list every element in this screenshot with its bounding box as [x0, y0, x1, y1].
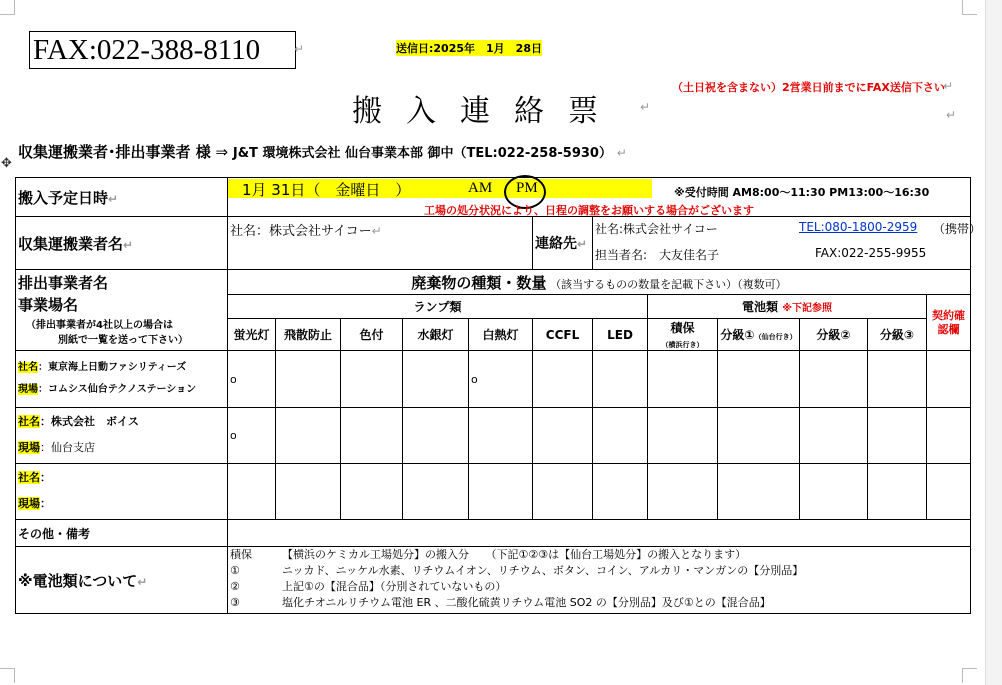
emitter-note-1: （排出事業者が4社以上の場合は: [26, 320, 173, 331]
site-label: 現場: [18, 441, 40, 454]
quantity-cell[interactable]: [718, 464, 800, 520]
paragraph-mark: ↵: [946, 108, 957, 122]
page-corner-mark: [0, 0, 15, 15]
emitter-company: ：東京海上日動ファシリティーズ: [38, 362, 187, 373]
addressee-line: 収集運搬業者･排出事業者 様 ⇒ J&T 環境株式会社 仙台事業本部 御中（TEL:022-258-5930） ↵: [18, 143, 627, 161]
quantity-cell[interactable]: [403, 464, 469, 520]
table-row: [16, 351, 971, 408]
quantity-cell[interactable]: [593, 464, 648, 520]
emitter-company: ：: [40, 471, 51, 484]
addressee-prefix: 収集運搬業者･排出事業者 様: [18, 143, 211, 161]
addressee-company: J&T 環境株式会社 仙台事業本部 御中（TEL:022-258-5930）: [232, 146, 612, 161]
quantity-cell[interactable]: [228, 464, 276, 520]
quantity-cell[interactable]: [469, 464, 533, 520]
site-label: 現場: [18, 384, 38, 395]
sent-date: 送信日:2025年 1月 28日: [396, 42, 542, 55]
table-move-handle-icon[interactable]: ✥: [1, 156, 12, 171]
tel-note: （携帯）: [933, 222, 982, 236]
quantity-cell[interactable]: [927, 408, 971, 464]
battery-info-line: 塩化チオニルリチウム電池 ER 、二酸化硫黄リチウム電池 SO2 の【分別品】及び①との【混合品】: [282, 596, 771, 609]
contact-fax: FAX:022-255-9955: [815, 246, 927, 260]
battery-col-header: 積保（横浜行き）: [648, 319, 718, 351]
contract-check-cell: [927, 295, 971, 351]
quantity-cell[interactable]: o: [228, 351, 276, 408]
emitter-label-cell: [16, 270, 228, 351]
emitter-cell[interactable]: [16, 464, 228, 520]
deadline-notice: （土日祝を含まない）2営業日前までにFAX送信下さい: [672, 81, 945, 94]
quantity-cell[interactable]: [469, 408, 533, 464]
waste-header: 廃棄物の種類・数量: [411, 273, 547, 292]
battery-category-label: 電池類: [742, 300, 779, 314]
quantity-cell[interactable]: [593, 408, 648, 464]
quantity-cell[interactable]: [800, 408, 868, 464]
emitter-site: ：コムシス仙台テクノステーション: [38, 384, 197, 395]
paragraph-mark: ↵: [640, 100, 651, 114]
quantity-cell[interactable]: [403, 351, 469, 408]
battery-info-label: ※電池類について: [18, 571, 138, 590]
lamp-category-cell: [228, 295, 648, 319]
lamp-col-header: 白熱灯: [469, 319, 533, 351]
quantity-cell[interactable]: [800, 351, 868, 408]
quantity-cell[interactable]: [868, 408, 927, 464]
battery-col-header: 分級③: [868, 319, 927, 351]
quantity-cell[interactable]: [648, 351, 718, 408]
quantity-cell[interactable]: [533, 408, 593, 464]
carrier-company: 社名：株式会社サイコー: [230, 224, 372, 239]
battery-category-cell: [648, 295, 927, 319]
lamp-col-header: CCFL: [533, 319, 593, 351]
quantity-cell[interactable]: [927, 351, 971, 408]
scrollbar[interactable]: [985, 0, 1002, 685]
emitter-cell[interactable]: [16, 351, 228, 408]
schedule-value-cell[interactable]: [228, 178, 971, 217]
contact-tel-link[interactable]: TEL:080-1800-2959: [799, 220, 918, 234]
am-option[interactable]: AM: [468, 180, 493, 196]
schedule-label: 搬入予定日時: [18, 188, 109, 207]
arrow-icon: ⇒: [215, 143, 229, 161]
pm-option[interactable]: PM: [516, 180, 538, 196]
battery-info-line: 上記①の【混合品】（分別されていないもの）: [282, 580, 507, 593]
battery-col-header: 分級②: [800, 319, 868, 351]
quantity-cell[interactable]: [718, 351, 800, 408]
lamp-col-header: LED: [593, 319, 648, 351]
quantity-cell[interactable]: [927, 464, 971, 520]
quantity-cell[interactable]: [276, 351, 341, 408]
page-corner-mark: [962, 668, 977, 683]
contact-person: 担当者名: 大友佳名子: [595, 248, 720, 262]
battery-see-below-note: ※下記参照: [782, 303, 832, 314]
contact-cell[interactable]: [593, 217, 982, 270]
company-label: 社名: [18, 362, 38, 373]
other-label-cell: [16, 520, 228, 547]
other-value-cell[interactable]: [228, 520, 971, 547]
carrier-label-cell: 収集運搬業者名↵: [16, 217, 228, 270]
quantity-cell[interactable]: [403, 408, 469, 464]
delivery-date: 1月 31日（ 金曜日 ）: [242, 181, 411, 199]
lamp-col-header: 色付: [341, 319, 403, 351]
paragraph-mark: ↵: [294, 42, 305, 56]
company-label: 社名: [18, 415, 40, 428]
quantity-cell[interactable]: [341, 408, 403, 464]
lamp-col-header: 水銀灯: [403, 319, 469, 351]
site-label: 現場: [18, 497, 40, 510]
emitter-label: 排出事業者名: [18, 274, 109, 292]
company-label: 社名: [18, 471, 40, 484]
schedule-warning: 工場の処分状況により、日程の調整をお願いする場合がございます: [424, 204, 754, 217]
lamp-col-header: 飛散防止: [276, 319, 341, 351]
waste-header-cell: [228, 270, 971, 295]
emitter-company: ：株式会社 ボイス: [40, 415, 139, 428]
site-label: 事業場名: [18, 296, 79, 314]
quantity-cell[interactable]: [648, 408, 718, 464]
reception-hours: ※受付時間 AM8:00～11:30 PM13:00～16:30: [674, 186, 930, 199]
table-row: [16, 464, 971, 520]
quantity-cell[interactable]: [276, 464, 341, 520]
lamp-col-header: 蛍光灯: [228, 319, 276, 351]
fax-number: FAX:022-388-8110: [29, 31, 296, 69]
battery-info-line: ニッカド、ニッケル水素、リチウムイオン、リチウム、ボタン、コイン、アルカリ・マンガンの【分別品】: [282, 564, 804, 577]
contact-company: 社名:株式会社サイコー: [595, 222, 718, 236]
carrier-company-cell[interactable]: 社名：株式会社サイコー↵: [228, 217, 533, 270]
emitter-cell[interactable]: [16, 408, 228, 464]
contact-label-cell: 連絡先↵: [533, 217, 593, 270]
battery-info-line: 【横浜のケミカル工場処分】の搬入分 （下記①②③は【仙台工場処分】の搬入となります）: [282, 548, 747, 561]
quantity-cell[interactable]: [341, 351, 403, 408]
page-title: 搬入連絡票: [352, 94, 622, 129]
battery-info-label-cell: ※電池類について↵: [16, 547, 228, 614]
quantity-cell[interactable]: [648, 464, 718, 520]
lamp-category-label: ランプ類: [413, 300, 462, 314]
contact-label: 連絡先: [535, 236, 577, 252]
quantity-cell[interactable]: [593, 351, 648, 408]
quantity-cell[interactable]: [800, 464, 868, 520]
emitter-site: ：: [40, 497, 51, 510]
quantity-cell[interactable]: [868, 351, 927, 408]
quantity-cell[interactable]: [341, 464, 403, 520]
waste-header-note: （該当するものの数量を記載下さい）（複数可）: [550, 277, 787, 291]
quantity-cell[interactable]: [533, 464, 593, 520]
quantity-cell[interactable]: [868, 464, 927, 520]
carrier-label: 収集運搬業者名: [18, 234, 124, 253]
quantity-cell[interactable]: o: [228, 408, 276, 464]
battery-col-header: 分級①（仙台行き）: [718, 319, 800, 351]
page-corner-mark: [0, 668, 15, 683]
quantity-cell[interactable]: [533, 351, 593, 408]
battery-info-cell: 積保 【横浜のケミカル工場処分】の搬入分 （下記①②③は【仙台工場処分】の搬入となります） ① ニッカド、ニッケル水素、リチウムイオン、リチウム、ボタン、コイン、アルカリ・マンガンの【分別品】 ② 上記①の【混合品】（分別されていないもの） ③ 塩化チオニルリチウム電池 ER 、二酸化硫黄リチウム電池 SO2 の【分別品】及び①との【混合品】: [228, 547, 971, 614]
other-label: その他・備考: [18, 526, 91, 541]
contract-check-label: 契約確認欄: [932, 308, 965, 336]
emitter-site: ：仙台支店: [40, 441, 95, 454]
emitter-note-2: 別紙で一覧を送って下さい）: [58, 335, 188, 346]
quantity-cell[interactable]: [718, 408, 800, 464]
quantity-cell[interactable]: o: [469, 351, 533, 408]
paragraph-mark: ↵: [943, 79, 954, 93]
quantity-cell[interactable]: [276, 408, 341, 464]
page-corner-mark: [962, 0, 977, 15]
delivery-form-table: [15, 177, 982, 614]
schedule-label-cell: 搬入予定日時↵: [16, 178, 228, 217]
table-row: [16, 408, 971, 464]
